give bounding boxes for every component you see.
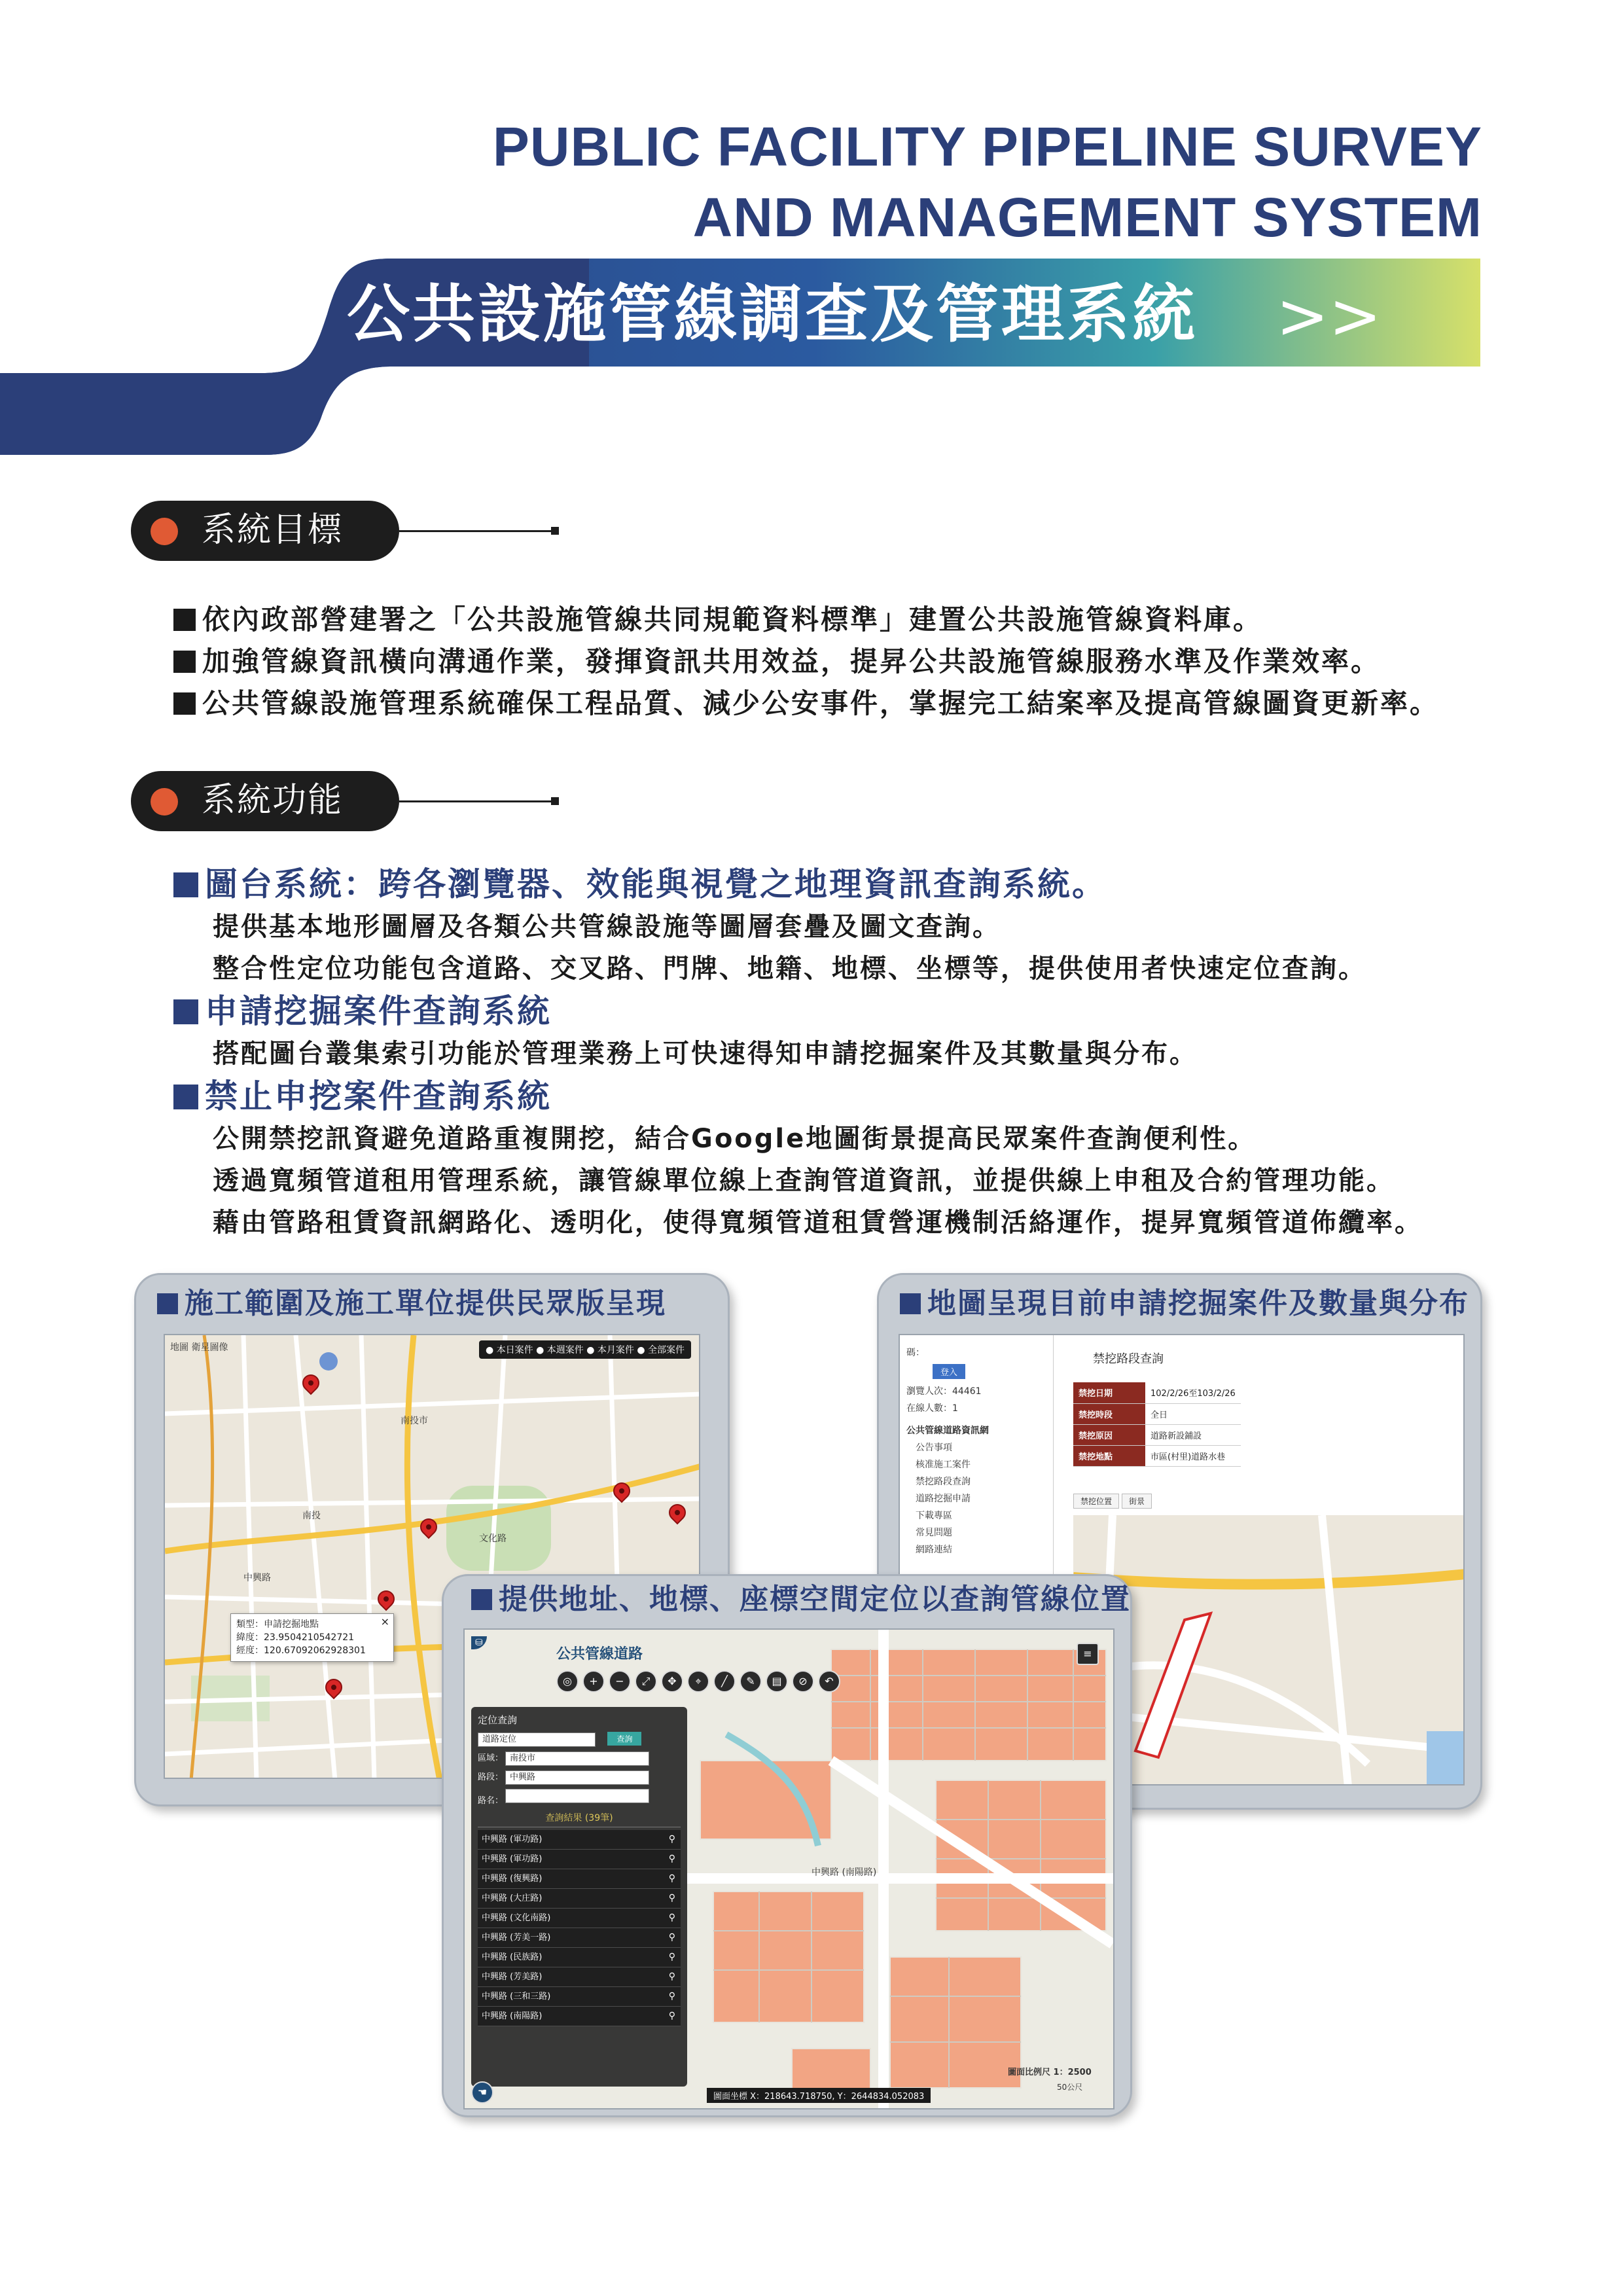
row-key: 禁挖日期: [1073, 1382, 1145, 1403]
table-row: [1073, 1403, 1241, 1424]
query-form: [1054, 1335, 1463, 1512]
back-icon[interactable]: ↶: [818, 1670, 840, 1693]
sidebar-item[interactable]: 禁挖路段查詢: [916, 1477, 971, 1487]
chinese-title: 公共設施管線調查及管理系統: [347, 278, 1198, 351]
area-select[interactable]: 南投市: [505, 1751, 649, 1766]
row-value: 道路新設鋪設: [1145, 1424, 1241, 1445]
clear-icon[interactable]: ⊘: [792, 1670, 814, 1693]
frame-title: 提供地址、地標、座標空間定位以查詢管線位置: [471, 1581, 1131, 1618]
list-item[interactable]: 中興路 (芳美路) ⚲: [478, 1967, 681, 1987]
list-item[interactable]: 中興路 (三和三路) ⚲: [478, 1987, 681, 2007]
road-name-input[interactable]: [505, 1789, 649, 1803]
zoom-in-icon[interactable]: +: [582, 1670, 605, 1693]
map-type-tabs[interactable]: 地圖 衛星圖像: [170, 1342, 228, 1353]
hand-icon[interactable]: ☚: [471, 2081, 493, 2104]
road-select[interactable]: 中興路: [505, 1770, 649, 1785]
section-goals-pill: [131, 501, 399, 561]
location-marker-label: 中興路 (南陽路): [812, 1867, 877, 1878]
zoom-out-icon[interactable]: −: [609, 1670, 631, 1693]
location-pin-icon[interactable]: ⚲: [668, 1854, 675, 1864]
function-line: 公開禁挖訊資避免道路重複開挖，結合Google地圖街景提高民眾案件查詢便利性。: [213, 1124, 1257, 1154]
row-key: 禁挖原因: [1073, 1424, 1145, 1445]
query-button[interactable]: 查詢: [607, 1732, 641, 1746]
row-value: 102/2/26至103/2/26: [1145, 1382, 1241, 1403]
function-line: 整合性定位功能包含道路、交叉路、門牌、地籍、地標、坐標等，提供使用者快速定位查詢。: [213, 954, 1366, 984]
app-name: 公共管線道路: [556, 1646, 643, 1662]
map-scale: 圖面比例尺 1：2500: [1008, 2068, 1092, 2077]
visitor-count: 瀏覽人次：44461: [906, 1386, 982, 1397]
scale-bar: 50公尺: [1057, 2083, 1083, 2092]
list-item[interactable]: 中興路 (復興路) ⚲: [478, 1869, 681, 1889]
online-count: 在線人數：1: [906, 1403, 958, 1414]
list-item[interactable]: 中興路 (文化南路) ⚲: [478, 1909, 681, 1928]
layers-icon[interactable]: ◎: [556, 1670, 579, 1693]
divider: [399, 800, 556, 802]
login-code-label: 碼：: [906, 1348, 925, 1358]
location-pin-icon[interactable]: ⚲: [668, 1893, 675, 1903]
portal-name: 公共管線道路資訊網: [906, 1426, 989, 1436]
sidebar-item[interactable]: 道路挖掘申請: [916, 1494, 971, 1504]
location-pin-icon[interactable]: ⚲: [668, 1873, 675, 1884]
goals-list: [173, 599, 1482, 725]
case-popup: [230, 1613, 394, 1662]
tab-location[interactable]: 禁挖位置: [1073, 1494, 1119, 1509]
square-bullet-icon: [173, 609, 196, 631]
gis-map-view[interactable]: [463, 1628, 1115, 2109]
bullet-dot-icon: [151, 788, 178, 816]
function-heading: 申請挖掘案件查詢系統: [173, 990, 1482, 1033]
print-icon[interactable]: ▤: [766, 1670, 788, 1693]
login-button[interactable]: 登入: [933, 1364, 965, 1379]
functions-list: [173, 863, 1482, 1244]
pan-icon[interactable]: ✥: [661, 1670, 683, 1693]
table-row: [1073, 1382, 1241, 1403]
section-functions-label: 系統功能: [202, 781, 344, 820]
close-icon[interactable]: ×: [380, 1615, 389, 1628]
list-item[interactable]: 中興路 (大庄路) ⚲: [478, 1889, 681, 1909]
divider: [399, 530, 556, 532]
measure-icon[interactable]: ╱: [713, 1670, 736, 1693]
function-line: 搭配圖台叢集索引功能於管理業務上可快速得知申請挖掘案件及其數量與分布。: [213, 1039, 1198, 1069]
location-pin-icon[interactable]: ⚲: [668, 1991, 675, 2001]
popup-longitude: 經度：120.67092062928301: [236, 1645, 366, 1656]
sidebar-item[interactable]: 核准施工案件: [916, 1460, 971, 1470]
chevron-right-icon: >>: [1276, 279, 1382, 353]
list-item: 加強管線資訊橫向溝通作業，發揮資訊共用效益，提昇公共設施管線服務水準及作業效率。: [173, 641, 1482, 683]
function-line: 提供基本地形圖層及各類公共管線設施等圖層套疊及圖文查詢。: [213, 912, 1001, 942]
location-pin-icon[interactable]: ⚲: [668, 1971, 675, 1982]
result-tabs: [1073, 1494, 1154, 1509]
list-item: 公共管線設施管理系統確保工程品質、減少公安事件，掌握完工結案率及提高管線圖資更新率。: [173, 683, 1482, 725]
row-key: 禁挖地點: [1073, 1445, 1145, 1466]
tab-streetview[interactable]: 街景: [1122, 1494, 1152, 1509]
locate-icon[interactable]: ⌖: [687, 1670, 709, 1693]
query-result-table: [1073, 1382, 1241, 1467]
full-extent-icon[interactable]: ⤢: [635, 1670, 657, 1693]
map-label: 文化路: [479, 1534, 507, 1544]
draw-icon[interactable]: ✎: [740, 1670, 762, 1693]
location-pin-icon[interactable]: ⚲: [668, 1912, 675, 1923]
section-goals-label: 系統目標: [202, 511, 344, 550]
square-bullet-icon: [173, 872, 198, 897]
frame-title: 施工範圍及施工單位提供民眾版呈現: [157, 1285, 666, 1322]
location-pin-icon[interactable]: ⚲: [668, 1932, 675, 1943]
list-item[interactable]: 中興路 (軍功路) ⚲: [478, 1850, 681, 1869]
list-item[interactable]: 中興路 (南陽路) ⚲: [478, 2007, 681, 2026]
list-item[interactable]: 中興路 (芳美一路) ⚲: [478, 1928, 681, 1948]
location-query-panel: [471, 1707, 687, 2087]
sidebar-item[interactable]: 公告事項: [916, 1443, 952, 1453]
row-value: 市區(村里)道路水巷: [1145, 1445, 1241, 1466]
section-functions-pill: [131, 771, 399, 831]
location-pin-icon[interactable]: ⚲: [668, 1834, 675, 1844]
english-title: [370, 111, 1482, 253]
list-item[interactable]: 中興路 (民族路) ⚲: [478, 1948, 681, 1967]
list-item[interactable]: 中興路 (軍功路) ⚲: [478, 1830, 681, 1850]
square-bullet-icon: [173, 692, 196, 715]
square-bullet-icon: [900, 1293, 921, 1314]
query-mode-select[interactable]: 道路定位: [478, 1732, 596, 1747]
table-row: [1073, 1424, 1241, 1445]
popup-type: 類型：申請挖掘地點: [236, 1619, 319, 1630]
square-bullet-icon: [173, 1085, 198, 1109]
square-bullet-icon: [173, 651, 196, 673]
function-line: 藉由管路租賃資訊網路化、透明化，使得寬頻管道租賃營運機制活絡運作，提昇寬頻管道佈纜率。: [213, 1208, 1423, 1238]
coordinate-readout: 圖面坐標 X：218643.718750, Y：2644834.052083: [707, 2088, 931, 2103]
english-title-line1: PUBLIC FACILITY PIPELINE SURVEY: [492, 116, 1482, 177]
road-label: 路段：: [478, 1772, 504, 1782]
table-row: [1073, 1445, 1241, 1466]
row-value: 全日: [1145, 1403, 1241, 1424]
form-title: 禁挖路段查詢: [1093, 1352, 1164, 1366]
case-legend[interactable]: ● 本日案件 ● 本週案件 ● 本月案件 ● 全部案件: [479, 1340, 691, 1359]
square-bullet-icon: [157, 1293, 178, 1314]
square-bullet-icon: [471, 1589, 492, 1610]
square-bullet-icon: [173, 999, 198, 1024]
area-label: 區域：: [478, 1753, 504, 1763]
basemap-icon[interactable]: ≡: [1077, 1643, 1099, 1665]
app-logo: ⛁: [471, 1636, 487, 1649]
sidebar-item[interactable]: 常見問題: [916, 1528, 952, 1538]
bullet-dot-icon: [151, 518, 178, 545]
location-pin-icon[interactable]: ⚲: [668, 1952, 675, 1962]
function-line: 透過寬頻管道租用管理系統，讓管線單位線上查詢管道資訊，並提供線上申租及合約管理功能。: [213, 1166, 1395, 1196]
function-heading: 禁止申挖案件查詢系統: [173, 1075, 1482, 1118]
english-title-line2: AND MANAGEMENT SYSTEM: [692, 187, 1482, 248]
result-count: 查詢結果 (39筆): [478, 1811, 681, 1827]
list-item: 依內政部營建署之「公共設施管線共同規範資料標準」建置公共設施管線資料庫。: [173, 599, 1482, 641]
popup-latitude: 緯度：23.9504210542721: [236, 1632, 355, 1643]
frame-title: 地圖呈現目前申請挖掘案件及數量與分布: [900, 1285, 1469, 1322]
map-label: 南投: [302, 1511, 321, 1521]
panel-title: 定位查詢: [478, 1714, 518, 1726]
map-label: 中興路: [243, 1573, 271, 1583]
sidebar-item[interactable]: 網路連結: [916, 1545, 952, 1555]
name-label: 路名：: [478, 1796, 504, 1806]
row-key: 禁挖時段: [1073, 1403, 1145, 1424]
sidebar-item[interactable]: 下載專區: [916, 1511, 952, 1521]
location-pin-icon[interactable]: ⚲: [668, 2011, 675, 2021]
map-label: 南投市: [401, 1416, 428, 1426]
function-heading: 圖台系統：跨各瀏覽器、效能與視覺之地理資訊查詢系統。: [173, 863, 1482, 906]
screenshot-frame-location-query: [442, 1574, 1132, 2117]
